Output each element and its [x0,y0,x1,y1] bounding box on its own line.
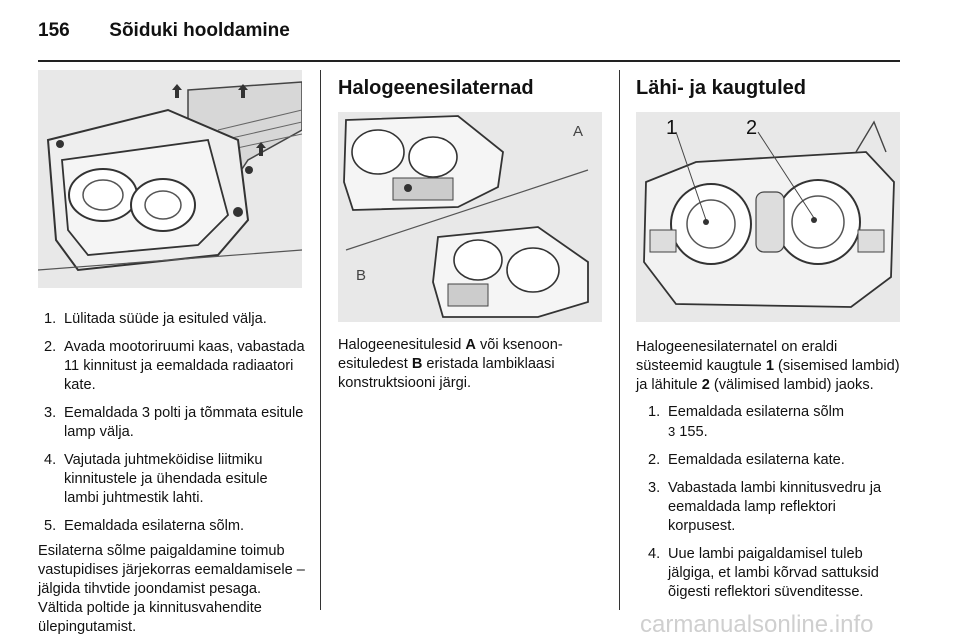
header-rule [38,60,900,62]
list-item: 1. Eemaldada esilaterna sõlm 3 155. [648,404,845,440]
figure-label-2: 2 [746,117,758,139]
list-item: 3. Eemaldada 3 polti ja tõmmata esitule lamp välja. [44,405,304,440]
section-title: Halogeenesilaternad [338,77,534,99]
list-item: 5. Eemaldada esilaterna sõlm. [44,518,245,534]
list-item: 3. Vabastada lambi kinnitusvedru ja eemaldada lamp reflektori korpusest. [648,480,882,534]
figure-label-1: 1 [666,117,678,139]
section-title: Lähi- ja kaugtuled [636,77,807,99]
distinguish-paragraph: Halogeenesitulesid A või ksenoon-esituledest B eristada lambiklaasi konstruktsiooni järgi. [338,337,563,391]
column-divider [320,70,321,610]
engine-bay-illustration [38,70,302,288]
intro-paragraph: Halogeenesilaternatel on eraldi süsteemid kaugtule 1 (sisemised lambid) ja lähitule 2 (välimised lambid) jaoks. [636,339,900,393]
page-title: Sõiduki hooldamine [109,20,290,41]
list-item: 4. Uue lambi paigaldamisel tuleb jälgiga, et lambi kõrvad sattuksid õigesti reflektori süvenditesse. [648,546,879,600]
watermark: carmanualsonline.info [640,611,874,638]
page-header [38,20,290,42]
page-reference-icon: 3 [668,424,676,439]
page-reference-link[interactable]: 155. [675,424,708,440]
bulb-replacement-steps [636,403,902,602]
installation-note: Esilaterna sõlme paigaldamine toimub vastupidises järjekorras eemaldamisele – jälgida tihvtide joondamist pesaga. Vältida poltide ja kinnitusvahendite ülepingutamist. [38,543,305,635]
column-2 [338,70,606,393]
list-item: 1. Lülitada süüde ja esituled välja. [44,311,267,327]
list-item: 2. Eemaldada esilaterna kate. [648,452,845,468]
page-number: 156 [38,20,70,41]
bulb-locations-illustration [636,112,900,322]
removal-steps [38,310,306,536]
headlamp-comparison-illustration [338,112,602,322]
figure-label-b: B [356,267,367,284]
figure-label-a: A [573,123,584,140]
column-1 [38,70,306,637]
list-item: 4. Vajutada juhtmeköidise liitmiku kinnitustele ja ühendada esitule lambi juhtmestik lahti. [44,452,268,506]
column-3 [636,70,902,611]
column-divider [619,70,620,610]
list-item: 2. Avada mootoriruumi kaas, vabastada 11 kinnitust ja eemaldada radiaatori kate. [44,339,305,393]
